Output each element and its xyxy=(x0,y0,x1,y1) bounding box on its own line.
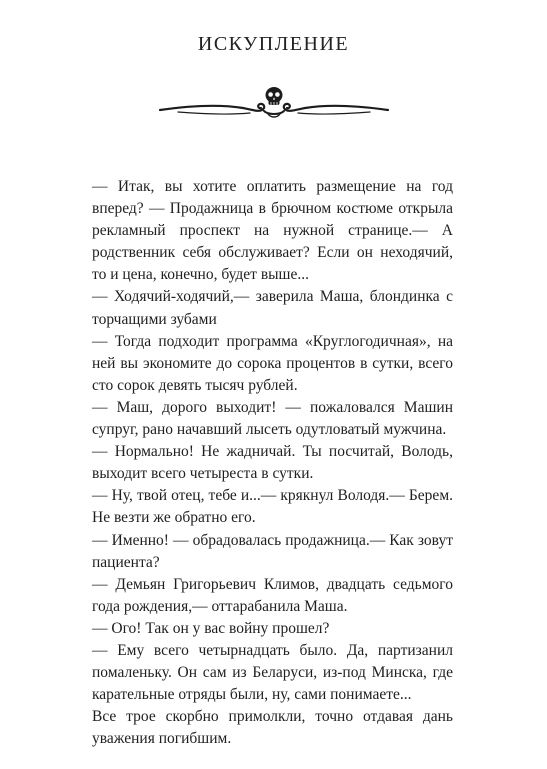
skull-flourish-icon xyxy=(158,84,390,122)
paragraph-8: — Демьян Григорьевич Климов, двадцать седьмого года рождения,— оттарабанила Маша. xyxy=(92,575,453,615)
story-text xyxy=(92,176,453,750)
paragraph-3: — Тогда подходит программа «Круглогодичная», на ней вы экономите до сорока процентов в сутки, всего сто сорок девять тысяч рублей. xyxy=(92,332,453,394)
paragraph-9: — Ого! Так он у вас войну прошел? xyxy=(92,619,330,637)
paragraph-11: Все трое скорбно примолкли, точно отдавая дань уважения погибшим. xyxy=(92,708,453,748)
paragraph-4: — Маш, дорого выходит! — пожаловался Машин супруг, рано начавший лысеть одутловатый мужчина. xyxy=(92,398,453,439)
paragraph-10: — Ему всего четырнадцать было. Да, партизанил помаленьку. Он сам из Беларуси, из-под Минска, где карательные отряды были, ну, сами понимаете... xyxy=(92,641,453,704)
chapter-title: ИСКУПЛЕНИЕ xyxy=(197,33,350,55)
paragraph-6: — Ну, твой отец, тебе и...— крякнул Володя.— Берем. Не везти же обратно его. xyxy=(92,487,453,527)
paragraph-2: — Ходячий-ходячий,— заверила Маша, блондинка с торчащими зубами xyxy=(92,288,453,328)
paragraph-1: — Итак, вы хотите оплатить размещение на год вперед? — Продажница в брючном костюме открыла рекламный проспект на нужной странице.— А родственник себя обслуживает? Если он неходячий, то и цена, конечно, будет выше... xyxy=(92,178,453,284)
paragraph-5: — Нормально! Не жадничай. Ты посчитай, Володь, выходит всего четыреста в сутки. xyxy=(92,443,453,483)
paragraph-7: — Именно! — обрадовалась продажница.— Как зовут пациента? xyxy=(92,531,453,571)
